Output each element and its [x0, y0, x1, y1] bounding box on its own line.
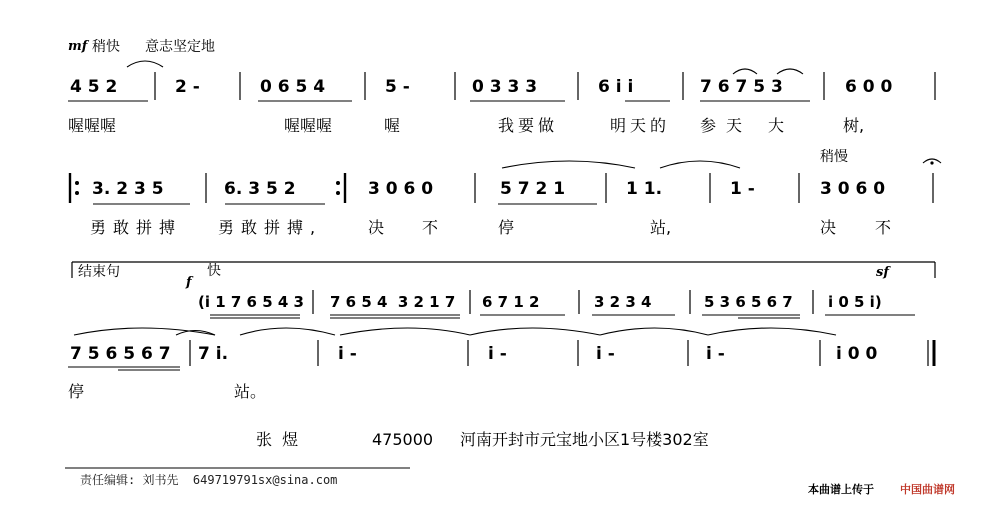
- measure: i 0 5 i): [828, 293, 882, 311]
- dynamic-mark: mf: [68, 39, 88, 54]
- accent-mark: sf: [876, 265, 889, 280]
- lyric: 树,: [843, 116, 865, 135]
- measure: 7 6 7 5 3: [700, 77, 783, 97]
- lyric: 大: [768, 116, 785, 135]
- expression-mark: 意志坚定地: [145, 39, 215, 55]
- lyric: 喔喔喔: [68, 116, 117, 135]
- lyric: 喔喔喔: [284, 116, 333, 135]
- lyric: 不: [422, 218, 439, 237]
- measure: 6 7 1 2: [482, 293, 540, 311]
- measure: 6 0 0: [845, 77, 893, 97]
- lyric: 不: [875, 218, 892, 237]
- lyric: 停: [68, 382, 85, 401]
- address: 河南开封市元宝地小区1号楼302室: [460, 430, 709, 449]
- tempo-mark: 快: [207, 263, 221, 279]
- lyric: 站。: [234, 382, 267, 401]
- measure: 3 0 6 0: [368, 179, 434, 199]
- lyric: 停: [498, 218, 515, 237]
- author-name: 张 煜: [256, 430, 299, 449]
- lyric: 决: [820, 218, 837, 237]
- measure: i 0 0: [836, 344, 878, 364]
- measure: 4 5 2: [70, 77, 118, 97]
- tempo-mark: 稍慢: [820, 149, 848, 165]
- measure: 1 1.: [626, 179, 663, 199]
- lyric: 明天的: [610, 116, 671, 135]
- lyric: 我要做: [498, 116, 559, 135]
- lyric: 勇敢拼搏: [90, 218, 183, 237]
- lyric: 参天: [700, 116, 753, 135]
- lyric: 喔: [384, 116, 401, 135]
- measure: 5 3 6 5 6 7: [704, 293, 793, 311]
- measure: 3. 2 3 5: [92, 179, 164, 199]
- measure: 6. 3 5 2: [224, 179, 296, 199]
- lyric: 勇敢拼搏,: [218, 218, 323, 237]
- measure: i -: [596, 344, 615, 364]
- measure: 3 0 6 0: [820, 179, 886, 199]
- measure: 7 5 6 5 6 7: [70, 344, 171, 364]
- tempo-mark: 稍快: [92, 39, 120, 55]
- editor-credit: 责任编辑: 刘书先 649719791sx@sina.com: [80, 473, 338, 487]
- dynamic-mark: f: [186, 275, 192, 290]
- measure: i -: [338, 344, 357, 364]
- measure: 6 i i: [598, 77, 634, 97]
- measure: 7 i.: [198, 344, 229, 364]
- measure: 1 -: [730, 179, 755, 199]
- lyric: 决: [368, 218, 385, 237]
- site-logo: 中国曲谱网: [900, 483, 955, 496]
- measure: i -: [706, 344, 725, 364]
- measure: i -: [488, 344, 507, 364]
- measure: 3 2 3 4: [594, 293, 652, 311]
- measure: 7 6 5 4 3 2 1 7: [330, 293, 456, 311]
- measure: (i 1 7 6 5 4 3: [198, 293, 304, 311]
- postcode: 475000: [372, 430, 434, 449]
- lyric: 站,: [650, 218, 672, 237]
- measure: 0 6 5 4: [260, 77, 326, 97]
- section-label: 结束句: [78, 264, 120, 280]
- measure: 0 3 3 3: [472, 77, 538, 97]
- measure: 5 7 2 1: [500, 179, 566, 199]
- measure: 2 -: [175, 77, 200, 97]
- measure: 5 -: [385, 77, 410, 97]
- upload-note: 本曲谱上传于: [808, 483, 874, 496]
